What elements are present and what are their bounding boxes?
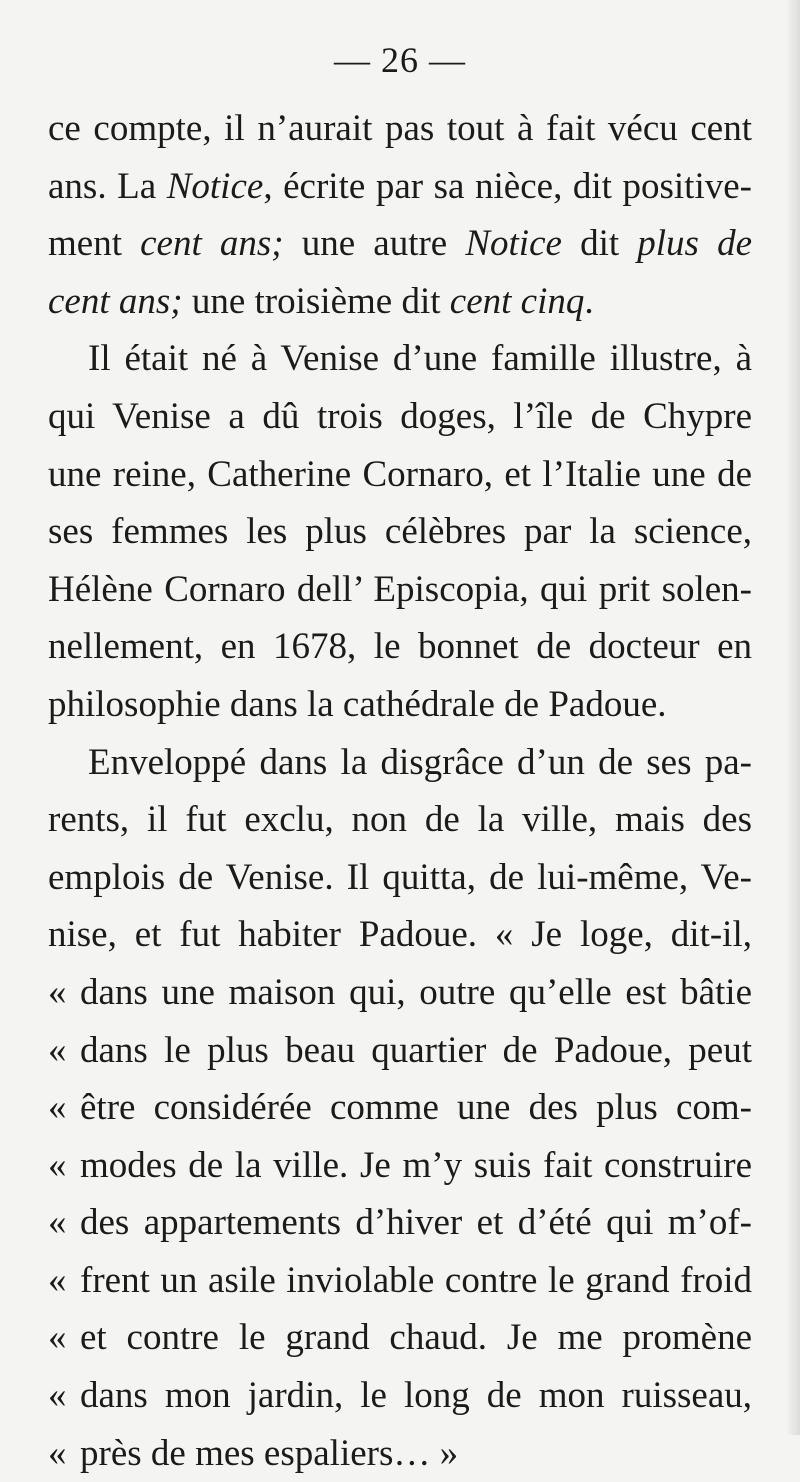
guillemet: « [48, 1144, 67, 1186]
text-line-9: Hélène Cornaro dell’ Episcopia, qui prit solen- [48, 568, 752, 610]
guillemet: « [48, 1259, 67, 1301]
text-line-4: cent ans; une troisième dit cent cinq. [48, 280, 594, 322]
text-line-13: rents, il fut exclu, non de la ville, mais des [48, 799, 752, 841]
guillemet: « [48, 1375, 67, 1417]
quote-line-5: « des appartements d’hiver et d’été qui m’of- [48, 1194, 752, 1252]
guillemet: « [48, 1317, 67, 1359]
quote-line-2: « dans le plus beau quartier de Padoue, peut [48, 1022, 752, 1080]
quote-line-1: « dans une maison qui, outre qu’elle est bâtie [48, 964, 752, 1022]
body-text [48, 100, 752, 1482]
text-line-10: nellement, en 1678, le bonnet de docteur en [48, 626, 752, 668]
guillemet: « [48, 971, 67, 1013]
guillemet: « [48, 1087, 67, 1129]
text-line-1: ce compte, il n’aurait pas tout à fait vécu cent [48, 108, 752, 149]
text-line-3: ment cent ans; une autre Notice dit plus de [48, 223, 752, 265]
text-line-11: philosophie dans la cathédrale de Padoue. [48, 683, 667, 725]
text-line-8: ses femmes les plus célèbres par la science, [48, 511, 752, 553]
text-line-2: ans. La Notice, écrite par sa nièce, dit positive- [48, 165, 752, 207]
quote-line-8: « dans mon jardin, le long de mon ruisseau, [48, 1367, 752, 1425]
text-line-5: Il était né à Venise d’une famille illustre, à [88, 338, 752, 380]
text-line-15: nise, et fut habiter Padoue. « Je loge, dit-il, [48, 914, 752, 956]
quote-line-3: « être considérée comme une des plus com- [48, 1079, 752, 1137]
quote-line-6: « frent un asile inviolable contre le grand froid [48, 1252, 752, 1310]
text-line-14: emplois de Venise. Il quitta, de lui-même, Ve- [48, 856, 752, 898]
guillemet: « [48, 1432, 67, 1474]
quote-line-7: « et contre le grand chaud. Je me promène [48, 1309, 752, 1367]
guillemet: « [48, 1202, 67, 1244]
guillemet: « [48, 1029, 67, 1071]
text-line-12: Enveloppé dans la disgrâce d’un de ses pa- [88, 741, 752, 783]
quote-line-9: « près de mes espaliers… » [48, 1425, 752, 1482]
text-line-6: qui Venise a dû trois doges, l’île de Chypre [48, 395, 752, 437]
quote-line-4: « modes de la ville. Je m’y suis fait construire [48, 1137, 752, 1195]
text-line-7: une reine, Catherine Cornaro, et l’Italie une de [48, 453, 752, 495]
page-number: — 26 — [334, 40, 466, 80]
page-edge-shadow [786, 0, 800, 1435]
